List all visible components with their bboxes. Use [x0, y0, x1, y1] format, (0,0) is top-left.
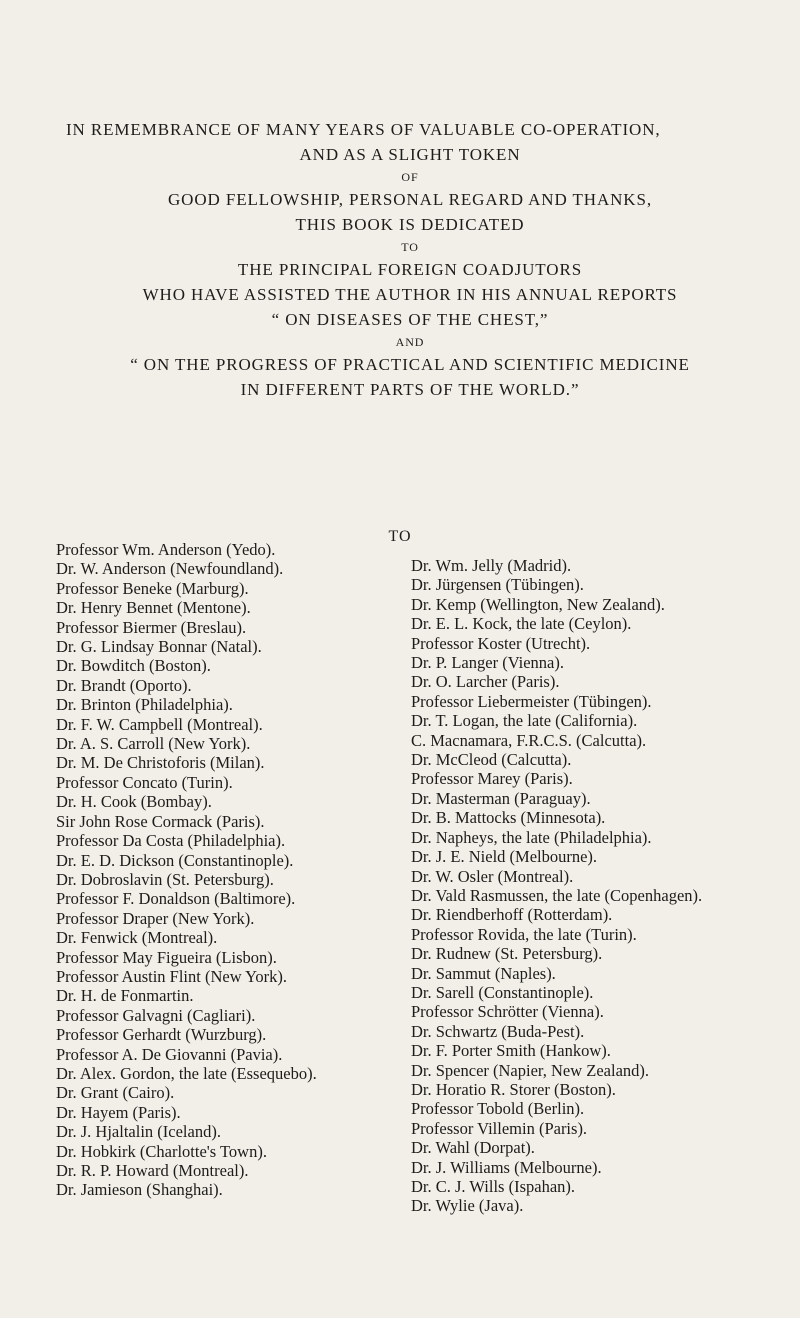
coadjutor-entry: Dr. E. L. Kock, the late (Ceylon). [411, 614, 632, 634]
coadjutor-entry: Dr. Wylie (Java). [411, 1196, 524, 1216]
coadjutor-entry: Dr. J. E. Nield (Melbourne). [411, 847, 598, 867]
right-column-list [411, 556, 761, 1216]
coadjutor-entry: Dr. M. De Christoforis (Milan). [56, 753, 265, 773]
coadjutor-entry: Dr. Schwartz (Buda-Pest). [411, 1021, 585, 1041]
coadjutor-entry: Dr. Kemp (Wellington, New Zealand). [411, 594, 665, 614]
coadjutor-entry: Dr. Brandt (Oporto). [56, 675, 192, 695]
coadjutor-entry: Dr. W. Osler (Montreal). [411, 866, 574, 886]
coadjutor-entry: Dr. F. W. Campbell (Montreal). [56, 714, 263, 734]
coadjutor-entry: Dr. W. Anderson (Newfoundland). [56, 559, 284, 579]
dedication-line: IN DIFFERENT PARTS OF THE WORLD.” [240, 379, 580, 399]
coadjutor-entry: Professor Koster (Utrecht). [411, 633, 591, 653]
coadjutor-entry: Dr. B. Mattocks (Minnesota). [411, 808, 606, 828]
coadjutor-entry: Dr. Hobkirk (Charlotte's Town). [56, 1141, 267, 1161]
coadjutor-entry: Professor Rovida, the late (Turin). [411, 924, 637, 944]
coadjutor-entry: Dr. Rudnew (St. Petersburg). [411, 944, 603, 964]
coadjutor-entry: C. Macnamara, F.R.C.S. (Calcutta). [411, 730, 647, 750]
coadjutor-entry: Professor Tobold (Berlin). [411, 1099, 585, 1119]
coadjutor-entry: Professor Draper (New York). [56, 908, 255, 928]
to-heading: TO [388, 528, 412, 545]
coadjutor-entry: Dr. Alex. Gordon, the late (Essequebo). [56, 1063, 317, 1083]
coadjutor-entry: Professor Wm. Anderson (Yedo). [56, 540, 276, 559]
coadjutor-entry: Professor Gerhardt (Wurzburg). [56, 1025, 267, 1045]
coadjutor-entry: Dr. E. D. Dickson (Constantinople). [56, 850, 294, 870]
coadjutor-entry: Dr. Jamieson (Shanghai). [56, 1180, 223, 1200]
left-column-list [56, 540, 391, 1200]
coadjutor-entry: Dr. Vald Rasmussen, the late (Copenhagen). [411, 885, 703, 905]
dedication-line: “ ON DISEASES OF THE CHEST,” [271, 309, 549, 329]
dedication-line: GOOD FELLOWSHIP, PERSONAL REGARD AND THANKS, [168, 190, 652, 210]
coadjutor-entry: Dr. J. Hjaltalin (Iceland). [56, 1122, 221, 1142]
coadjutor-entry: Dr. Horatio R. Storer (Boston). [411, 1079, 616, 1099]
coadjutor-entry: Professor Liebermeister (Tübingen). [411, 691, 652, 711]
coadjutor-entry: Professor Concato (Turin). [56, 772, 233, 792]
coadjutor-entry: Professor A. De Giovanni (Pavia). [56, 1044, 283, 1064]
dedication-line: “ ON THE PROGRESS OF PRACTICAL AND SCIENTIFIC MEDICINE [130, 355, 690, 375]
coadjutor-entry: Professor Marey (Paris). [411, 769, 573, 789]
coadjutor-entry: Dr. Spencer (Napier, New Zealand). [411, 1060, 650, 1080]
coadjutor-entry: Dr. T. Logan, the late (California). [411, 711, 638, 731]
coadjutor-entry: Dr. Riendberhoff (Rotterdam). [411, 905, 613, 925]
coadjutor-entry: Professor Austin Flint (New York). [56, 966, 288, 986]
coadjutor-entry: Dr. F. Porter Smith (Hankow). [411, 1041, 611, 1061]
dedication-line: THE PRINCIPAL FOREIGN COADJUTORS [237, 260, 583, 280]
coadjutor-entry: Professor Beneke (Marburg). [56, 578, 249, 598]
coadjutor-entry: Professor Galvagni (Cagliari). [56, 1005, 256, 1025]
coadjutor-entry: Dr. Brinton (Philadelphia). [56, 695, 233, 715]
coadjutor-entry: Dr. Grant (Cairo). [56, 1083, 175, 1103]
coadjutor-entry: Professor F. Donaldson (Baltimore). [56, 889, 296, 909]
coadjutor-entry: Dr. Sarell (Constantinople). [411, 982, 594, 1002]
coadjutor-entry: Dr. Bowditch (Boston). [56, 656, 211, 676]
coadjutor-entry: Dr. G. Lindsay Bonnar (Natal). [56, 637, 262, 657]
dedication-line: IN REMEMBRANCE OF MANY YEARS OF VALUABLE CO-OPERATION, [66, 120, 661, 139]
coadjutor-entry: Professor Da Costa (Philadelphia). [56, 831, 286, 851]
coadjutor-entry: Professor Villemin (Paris). [411, 1118, 588, 1138]
coadjutor-entry: Dr. Napheys, the late (Philadelphia). [411, 827, 652, 847]
coadjutor-entry: Professor Schrötter (Vienna). [411, 1002, 604, 1022]
coadjutor-entry: Professor Biermer (Breslau). [56, 617, 247, 637]
coadjutor-entry: Dr. Fenwick (Montreal). [56, 928, 218, 948]
coadjutor-entry: Professor May Figueira (Lisbon). [56, 947, 277, 967]
coadjutor-entry: Dr. A. S. Carroll (New York). [56, 734, 251, 754]
coadjutor-entry: Dr. Henry Bennet (Mentone). [56, 598, 251, 618]
coadjutor-entry: Dr. Jürgensen (Tübingen). [411, 575, 584, 595]
coadjutor-entry: Dr. P. Langer (Vienna). [411, 653, 564, 673]
coadjutor-entry: Sir John Rose Cormack (Paris). [56, 811, 265, 831]
dedication-line: AND [395, 335, 425, 350]
dedication-block [60, 118, 760, 402]
coadjutor-entry: Dr. Hayem (Paris). [56, 1102, 181, 1122]
coadjutor-entry: Dr. McCleod (Calcutta). [411, 750, 572, 770]
coadjutor-entry: Dr. O. Larcher (Paris). [411, 672, 560, 692]
coadjutor-entry: Dr. Sammut (Naples). [411, 963, 556, 983]
coadjutor-entry: Dr. Dobroslavin (St. Petersburg). [56, 869, 274, 889]
dedication-line: WHO HAVE ASSISTED THE AUTHOR IN HIS ANNUAL REPORTS [142, 284, 678, 304]
dedication-line: AND AS A SLIGHT TOKEN [299, 144, 521, 164]
dedication-line: TO [401, 240, 419, 255]
dedication-line: THIS BOOK IS DEDICATED [295, 214, 525, 234]
coadjutor-entry: Dr. J. Williams (Melbourne). [411, 1157, 602, 1177]
coadjutor-entry: Dr. H. de Fonmartin. [56, 986, 194, 1006]
coadjutor-entry: Dr. C. J. Wills (Ispahan). [411, 1177, 576, 1196]
coadjutor-entry: Dr. Masterman (Paraguay). [411, 788, 591, 808]
coadjutor-entry: Dr. Wm. Jelly (Madrid). [411, 556, 572, 575]
coadjutor-entry: Dr. H. Cook (Bombay). [56, 792, 212, 812]
dedication-line: OF [401, 170, 419, 185]
coadjutor-entry: Dr. Wahl (Dorpat). [411, 1138, 535, 1158]
coadjutor-entry: Dr. R. P. Howard (Montreal). [56, 1161, 249, 1180]
